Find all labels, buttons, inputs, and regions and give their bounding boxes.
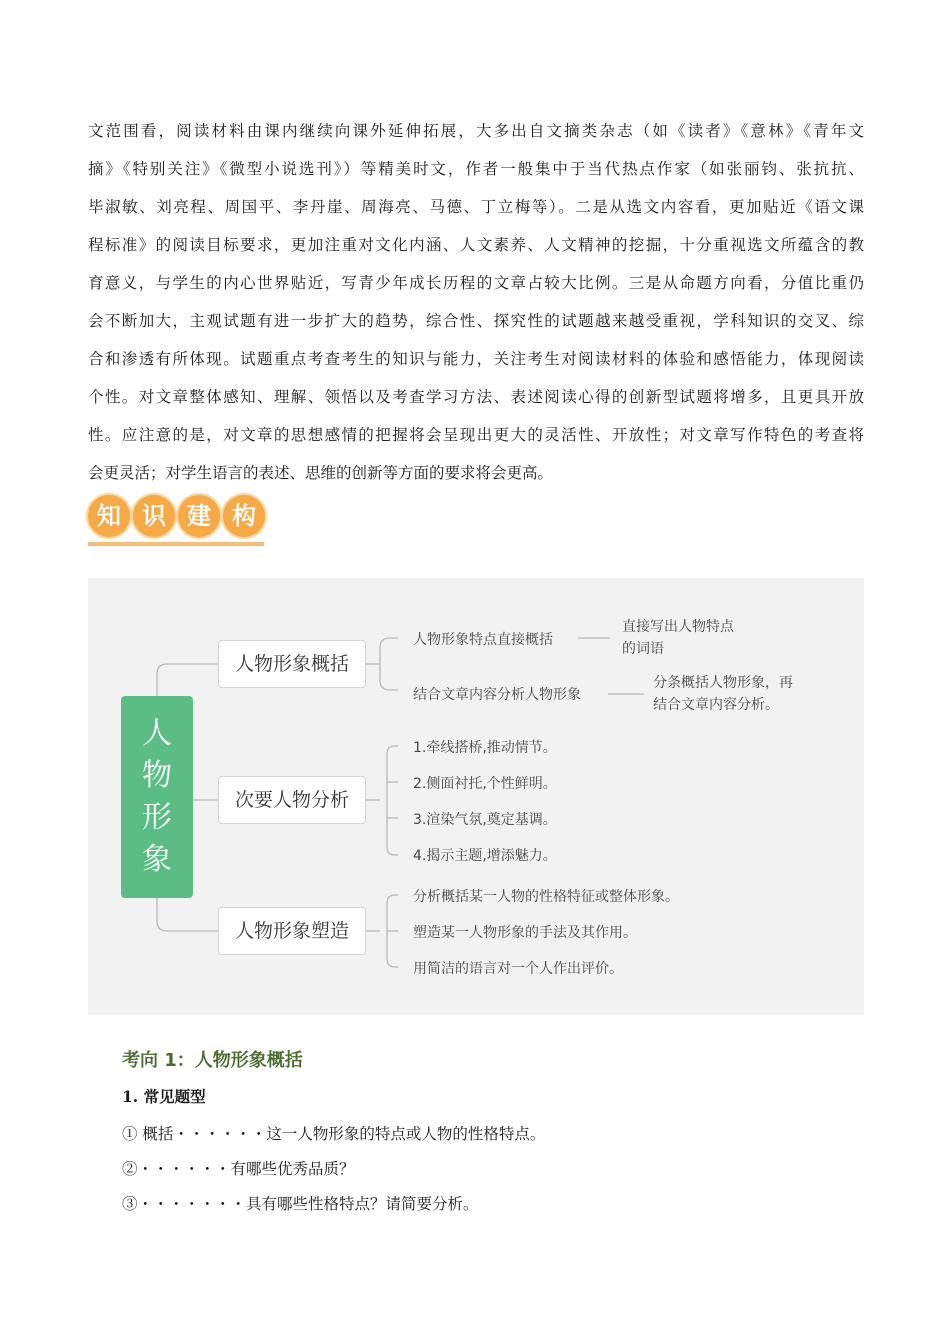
paragraph-line: 文范围看，阅读材料由课内继续向课外延伸拓展，大多出自文摘类杂志（如《读者》《意林》《青年文 bbox=[88, 122, 864, 140]
paragraph-line: 会更灵活；对学生语言的表述、思维的创新等方面的要求将会更高。 bbox=[88, 464, 554, 482]
header-underline bbox=[88, 542, 264, 546]
mindmap bbox=[88, 578, 864, 1015]
leaf-portrayal-3: 用简洁的语言对一个人作出评价。 bbox=[413, 961, 623, 977]
leaf-portrayal-2: 塑造某一人物形象的手法及其作用。 bbox=[413, 925, 637, 941]
leaf-direct-summary: 人物形象特点直接概括 bbox=[413, 632, 553, 648]
question-type-item: ① 概括・・・・・・这一人物形象的特点或人物的性格特点。 bbox=[122, 1125, 546, 1143]
header-badge: 知 bbox=[88, 495, 130, 537]
root-char: 人 bbox=[142, 716, 172, 751]
leaf-portrayal-1: 分析概括某一人物的性格特征或整体形象。 bbox=[413, 889, 679, 905]
header-badge: 识 bbox=[133, 495, 175, 537]
branch-minor-character: 次要人物分析 bbox=[218, 776, 366, 824]
knowledge-structure-header bbox=[88, 492, 268, 550]
branch-summarize: 人物形象概括 bbox=[218, 640, 366, 688]
paragraph-line: 合和渗透有所体现。试题重点考查考生的知识与能力，关注考生对阅读材料的体验和感悟能力，体现阅读 bbox=[88, 350, 864, 368]
question-type-item: ③・・・・・・・具有哪些性格特点？请简要分析。 bbox=[122, 1195, 479, 1213]
paragraph-line: 毕淑敏、刘亮程、周国平、李丹崖、周海亮、马德、丁立梅等）。二是从选文内容看，更加贴近《语文课 bbox=[88, 198, 864, 216]
root-char: 物 bbox=[142, 758, 172, 793]
leaf-combined-analysis: 结合文章内容分析人物形象 bbox=[413, 687, 581, 703]
section-subtitle: 1. 常见题型 bbox=[122, 1087, 206, 1106]
leaf-minor-4: 4.揭示主题,增添魅力。 bbox=[413, 848, 557, 864]
section-title: 考向 1：人物形象概括 bbox=[122, 1050, 303, 1071]
leaf-minor-3: 3.渲染气氛,奠定基调。 bbox=[413, 812, 557, 828]
question-type-item: ②・・・・・・有哪些优秀品质？ bbox=[122, 1160, 355, 1178]
paragraph-line: 会不断加大，主观试题有进一步扩大的趋势，综合性、探究性的试题越来越受重视，学科知识的交叉、综 bbox=[88, 312, 864, 330]
leaf-direct-summary-note: 直接写出人物特点 的词语 bbox=[622, 619, 734, 657]
leaf-combined-analysis-note: 分条概括人物形象，再 结合文章内容分析。 bbox=[653, 675, 793, 713]
leaf-minor-2: 2.侧面衬托,个性鲜明。 bbox=[413, 776, 557, 792]
leaf-minor-1: 1.牵线搭桥,推动情节。 bbox=[413, 740, 557, 756]
paragraph-line: 个性。对文章整体感知、理解、领悟以及考查学习方法、表述阅读心得的创新型试题将增多，且更具开放 bbox=[88, 388, 864, 406]
branch-portrayal: 人物形象塑造 bbox=[218, 907, 366, 955]
header-badge: 构 bbox=[223, 495, 265, 537]
root-char: 形 bbox=[142, 800, 172, 835]
paragraph-line: 程标准》的阅读目标要求，更加注重对文化内涵、人文素养、人文精神的挖掘，十分重视选文所蕴含的教 bbox=[88, 236, 864, 254]
mindmap-root-person-image bbox=[121, 696, 193, 898]
paragraph-line: 育意义，与学生的内心世界贴近，写青少年成长历程的文章占较大比例。三是从命题方向看，分值比重仍 bbox=[88, 274, 864, 292]
paragraph-line: 摘》《特别关注》《微型小说选刊》）等精美时文，作者一般集中于当代热点作家（如张丽钧、张抗抗、 bbox=[88, 160, 864, 178]
intro-paragraph bbox=[88, 112, 864, 492]
header-badge: 建 bbox=[178, 495, 220, 537]
paragraph-line: 性。应注意的是，对文章的思想感情的把握将会呈现出更大的灵活性、开放性；对文章写作特色的考查将 bbox=[88, 426, 864, 444]
root-char: 象 bbox=[142, 842, 172, 877]
